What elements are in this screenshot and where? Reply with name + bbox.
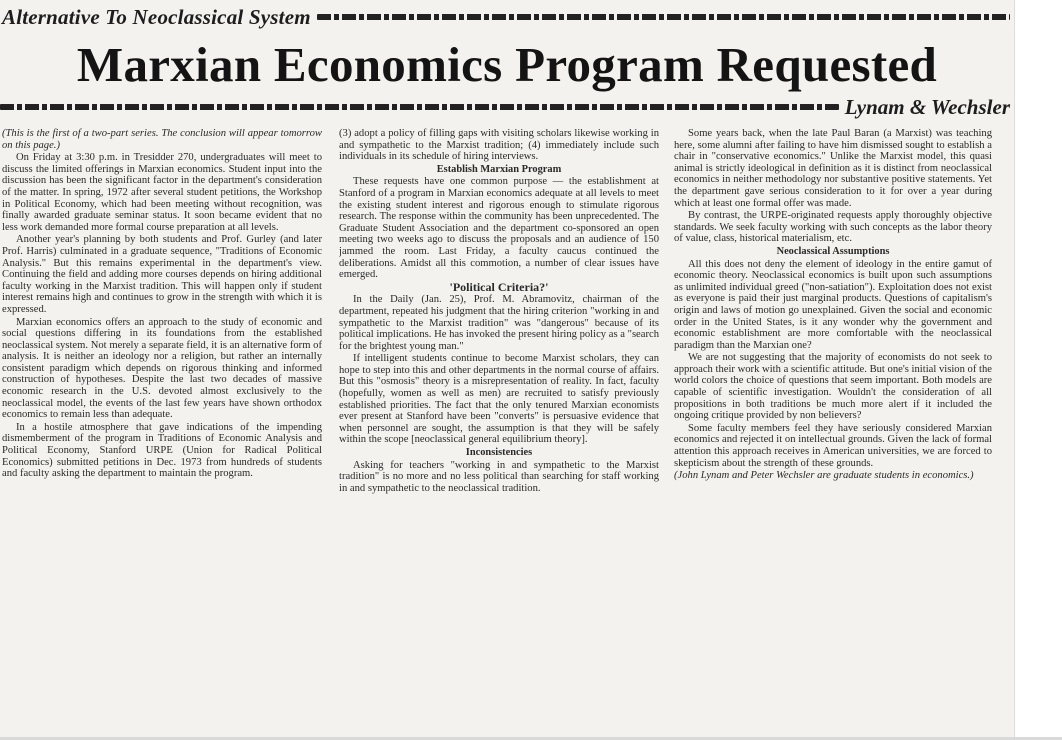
paragraph: Another year's planning by both students and Prof. Gurley (and later Prof. Harris) culminated in a graduate sequence, "Traditions of Economic Analysis." But this remains experimental in the department's view. Continuing the field and adding more courses depends on hiring additional faculty working in the Marxist tradition. This will happen only if student interest remains high and continues to grow in the strength with which it is expressed. (2, 234, 322, 315)
page-margin (1014, 0, 1062, 740)
paragraph: Marxian economics offers an approach to the study of economic and social questions differing in its foundations from the established neoclassical system. Not merely a separate field, it is an alternative form of analysis. It is neither an ideology nor a religion, but rather an internally consistent paradigm which depends on rigorous thinking and informed construction of hypotheses. Despite the last two decades of massive economic research in the U.S. devoted almost exclusively to the neoclassical model, the events of the last few years have shown orthodox economics to remain less than adequate. (2, 316, 322, 421)
kicker-row (0, 0, 1014, 34)
decorative-rule (0, 104, 839, 110)
paragraph: By contrast, the URPE-originated requests apply thoroughly objective standards. We seek faculty working with such concepts as the labor theory of value, class, historical materialism, etc. (674, 210, 992, 245)
paragraph: Some years back, when the late Paul Baran (a Marxist) was teaching here, some alumni after failing to have him dismissed sought to establish a chair in "conservative economics." Unlike the Marxist model, this quasi animal is strictly ideological in definition as it is distinct from neoclassical economics in neither methodology nor substantive positive statements. Yet the department gave serious consideration to it for over a year during which at least one formal offer was made. (674, 128, 992, 209)
subheading: Establish Marxian Program (436, 163, 562, 175)
paragraph: Asking for teachers "working in and sympathetic to the Marxist tradition" is no more and no less political than searching for staff working in and sympathetic to the neoclassical tradition. (339, 459, 659, 494)
paragraph: We are not suggesting that the majority of economists do not seek to approach their work with a scientific attitude. But one's initial vision of the world colors the choice of questions that seem important. Both models are capable of scientific investigation. Wouldn't the consideration of all propositions in both traditions be much more alert if it included the ongoing critique provided by non believers? (674, 352, 992, 422)
author-note: (John Lynam and Peter Wechsler are graduate students in economics.) (674, 470, 974, 482)
kicker-title: Alternative To Neoclassical System (2, 4, 311, 29)
paragraph: In the Daily (Jan. 25), Prof. M. Abramovitz, chairman of the department, repeated his judgment that the hiring criterion "working in and sympathetic to the Marxist tradition" was "dangerous" because of its political implications. He has invoked the present hiring policy as a "search for the brightest young man." (339, 294, 659, 352)
subheading: 'Political Criteria?' (449, 279, 549, 294)
editor-note: (This is the first of a two-part series. The conclusion will appear tomorrow on this page.) (2, 128, 322, 151)
subheading: Inconsistencies (465, 447, 533, 459)
subheading: Neoclassical Assumptions (776, 245, 890, 257)
decorative-rule (317, 14, 1010, 20)
article-column-2 (339, 128, 659, 738)
paragraph: These requests have one common purpose — the establishment at Stanford of a program in Marxian economics adequate at all levels to meet the existing student interest and rigorous enough to stimulate rigorous research. The response within the community has been unprecedented. The Graduate Student Association and the department co-sponsored an open meeting two weeks ago to discuss the proposals and an audience of 150 jammed the room. Last Friday, a faculty caucus continued the deliberations. Amidst all this commotion, a number of clear issues have emerged. (339, 176, 659, 281)
byline: Lynam & Wechsler (844, 94, 1010, 119)
article-column-3 (674, 128, 992, 738)
paragraph: On Friday at 3:30 p.m. in Tresidder 270, undergraduates will meet to discuss the limited offerings in Marxian economics. Student input into the discussion has been the significant factor in the department's consideration of the matter. In spring, 1972 after several student petitions, the Workshop in Political Economy, which had been meeting without recognition, was finally awarded graduate seminar status. It soon became evident that no less work demanded more formal course preparation at all levels. (2, 152, 322, 233)
paragraph: All this does not deny the element of ideology in the entire gamut of economic theory. Neoclassical economics is built upon such assumptions as unlimited individual greed ("non-satiation"). Exploitation does not exist as everyone is paid their just marginal products. Questions of capitalism's origin and laws of motion go unexplained. Given the social and economic order in the United States, is it any wonder why the government and economic establishment are more comfortable with the neoclassical paradigm than the Marxian one? (674, 258, 992, 351)
paragraph: In a hostile atmosphere that gave indications of the impending dismemberment of the program in Traditions of Economic Analysis and Political Economy, Stanford URPE (Union for Radical Political Economics) submitted petitions in Dec. 1973 from hundreds of students and faculty asking the department to maintain the program. (2, 421, 322, 480)
headline: Marxian Economics Program Requested (76, 37, 938, 92)
article-column-1 (2, 128, 322, 738)
byline-row (0, 92, 1014, 122)
paragraph: If intelligent students continue to become Marxist scholars, they can hope to step into this and other departments in the normal course of affairs. But this "osmosis" theory is a misrepresentation of reality. In fact, faculty (hopefully, women as well as men) are recruited to satisfy previously established priorities. The fact that the only tenured Marxian economists ever present at Stanford have been "converts" is persuasive evidence that when personnel are sought, the assumption is that they will be safely within the scope [neoclassical general equilibrium theory]. (339, 353, 659, 446)
paragraph: Some faculty members feel they have seriously considered Marxian economics and rejected it on intellectual grounds. Given the lack of formal attention this approach receives in American universities, we are forced to skepticism about the strength of these grounds. (674, 422, 992, 469)
paragraph: (3) adopt a policy of filling gaps with visiting scholars likewise working in and sympathetic to the Marxist tradition; (4) immediately include such individuals in its schedule of hiring interviews. (339, 128, 659, 163)
